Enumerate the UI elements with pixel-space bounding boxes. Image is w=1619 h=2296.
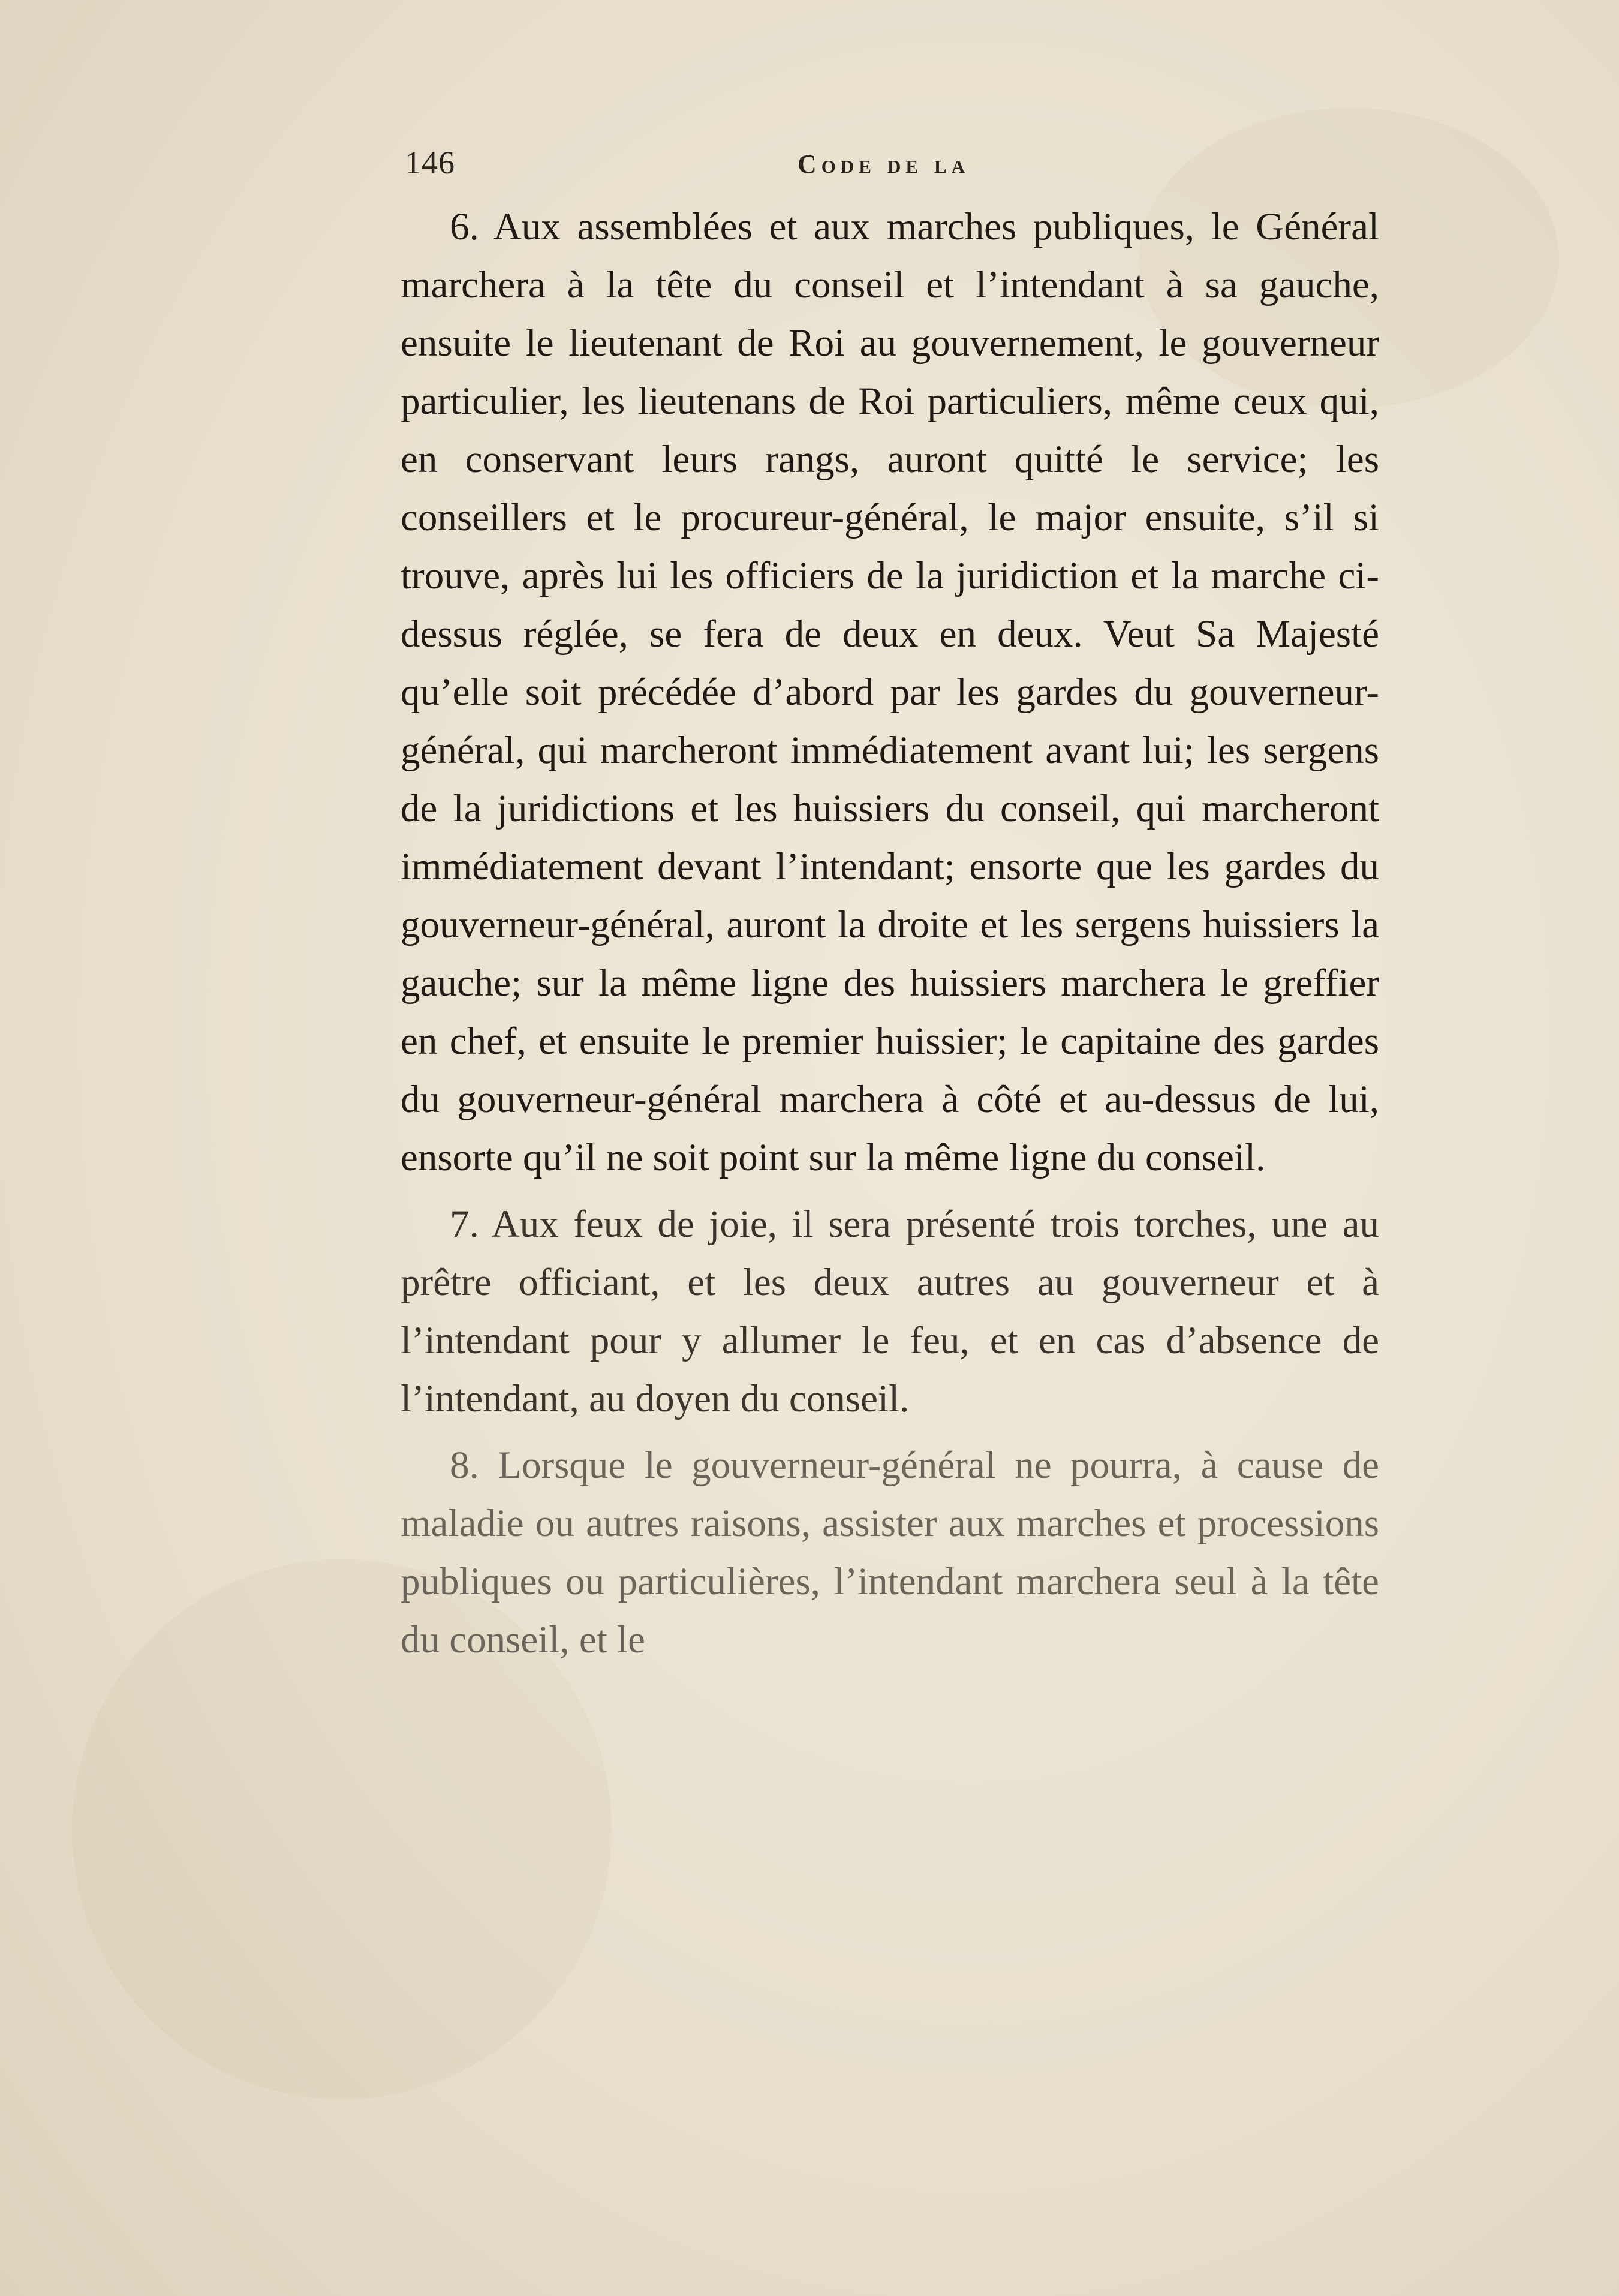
page-number: 146 [405,145,455,181]
body-text [401,198,1379,1669]
paragraph-number: 6. [450,205,479,248]
paragraph-6 [401,198,1379,1187]
running-head: Code de la [798,149,970,179]
paragraph-number: 7. [450,1203,479,1246]
paragraph-text: Aux feux de joie, il sera présenté trois torches, une au prêtre officiant, et les deux autres au gouverneur et à l’intendant pour y allumer le feu, et en cas d’absence de l’intendant, au doyen du conseil. [401,1203,1379,1420]
paragraph-text: Lorsque le gouverneur-général ne pourra, à cause de maladie ou autres raisons, assister aux marches et processions publiques ou particulières, l’intendant marchera seul à la tête du conseil, et le [401,1444,1379,1661]
page-header [405,144,1382,192]
paragraph-8 [401,1436,1379,1669]
paragraph-number: 8. [450,1444,479,1487]
paragraph-7 [401,1195,1379,1428]
paragraph-text: Aux assemblées et aux marches publiques, le Général marchera à la tête du conseil et l’intendant à sa gauche, ensuite le lieutenant de Roi au gouvernement, le gouverneur particulier, les lieutenans de Roi particuliers, même ceux qui, en conservant leurs rangs, auront quitté le service; les conseillers et le procureur-général, le major ensuite, s’il si trouve, après lui les officiers de la juridiction et la marche ci-dessus réglée, se fera de deux en deux. Veut Sa Majesté qu’elle soit précédée d’abord par les gardes du gouverneur-général, qui marcheront immédiatement avant lui; les sergens de la juridictions et les huissiers du conseil, qui marcheront immédiatement devant l’intendant; ensorte que les gardes du gouverneur-général, auront la droite et les sergens huissiers la gauche; sur la même ligne des huissiers marchera le greffier en chef, et ensuite le premier huissier; le capitaine des gardes du gouverneur-général marchera à côté et au-dessus de lui, ensorte qu’il ne soit point sur la même ligne du conseil. [401,205,1379,1179]
